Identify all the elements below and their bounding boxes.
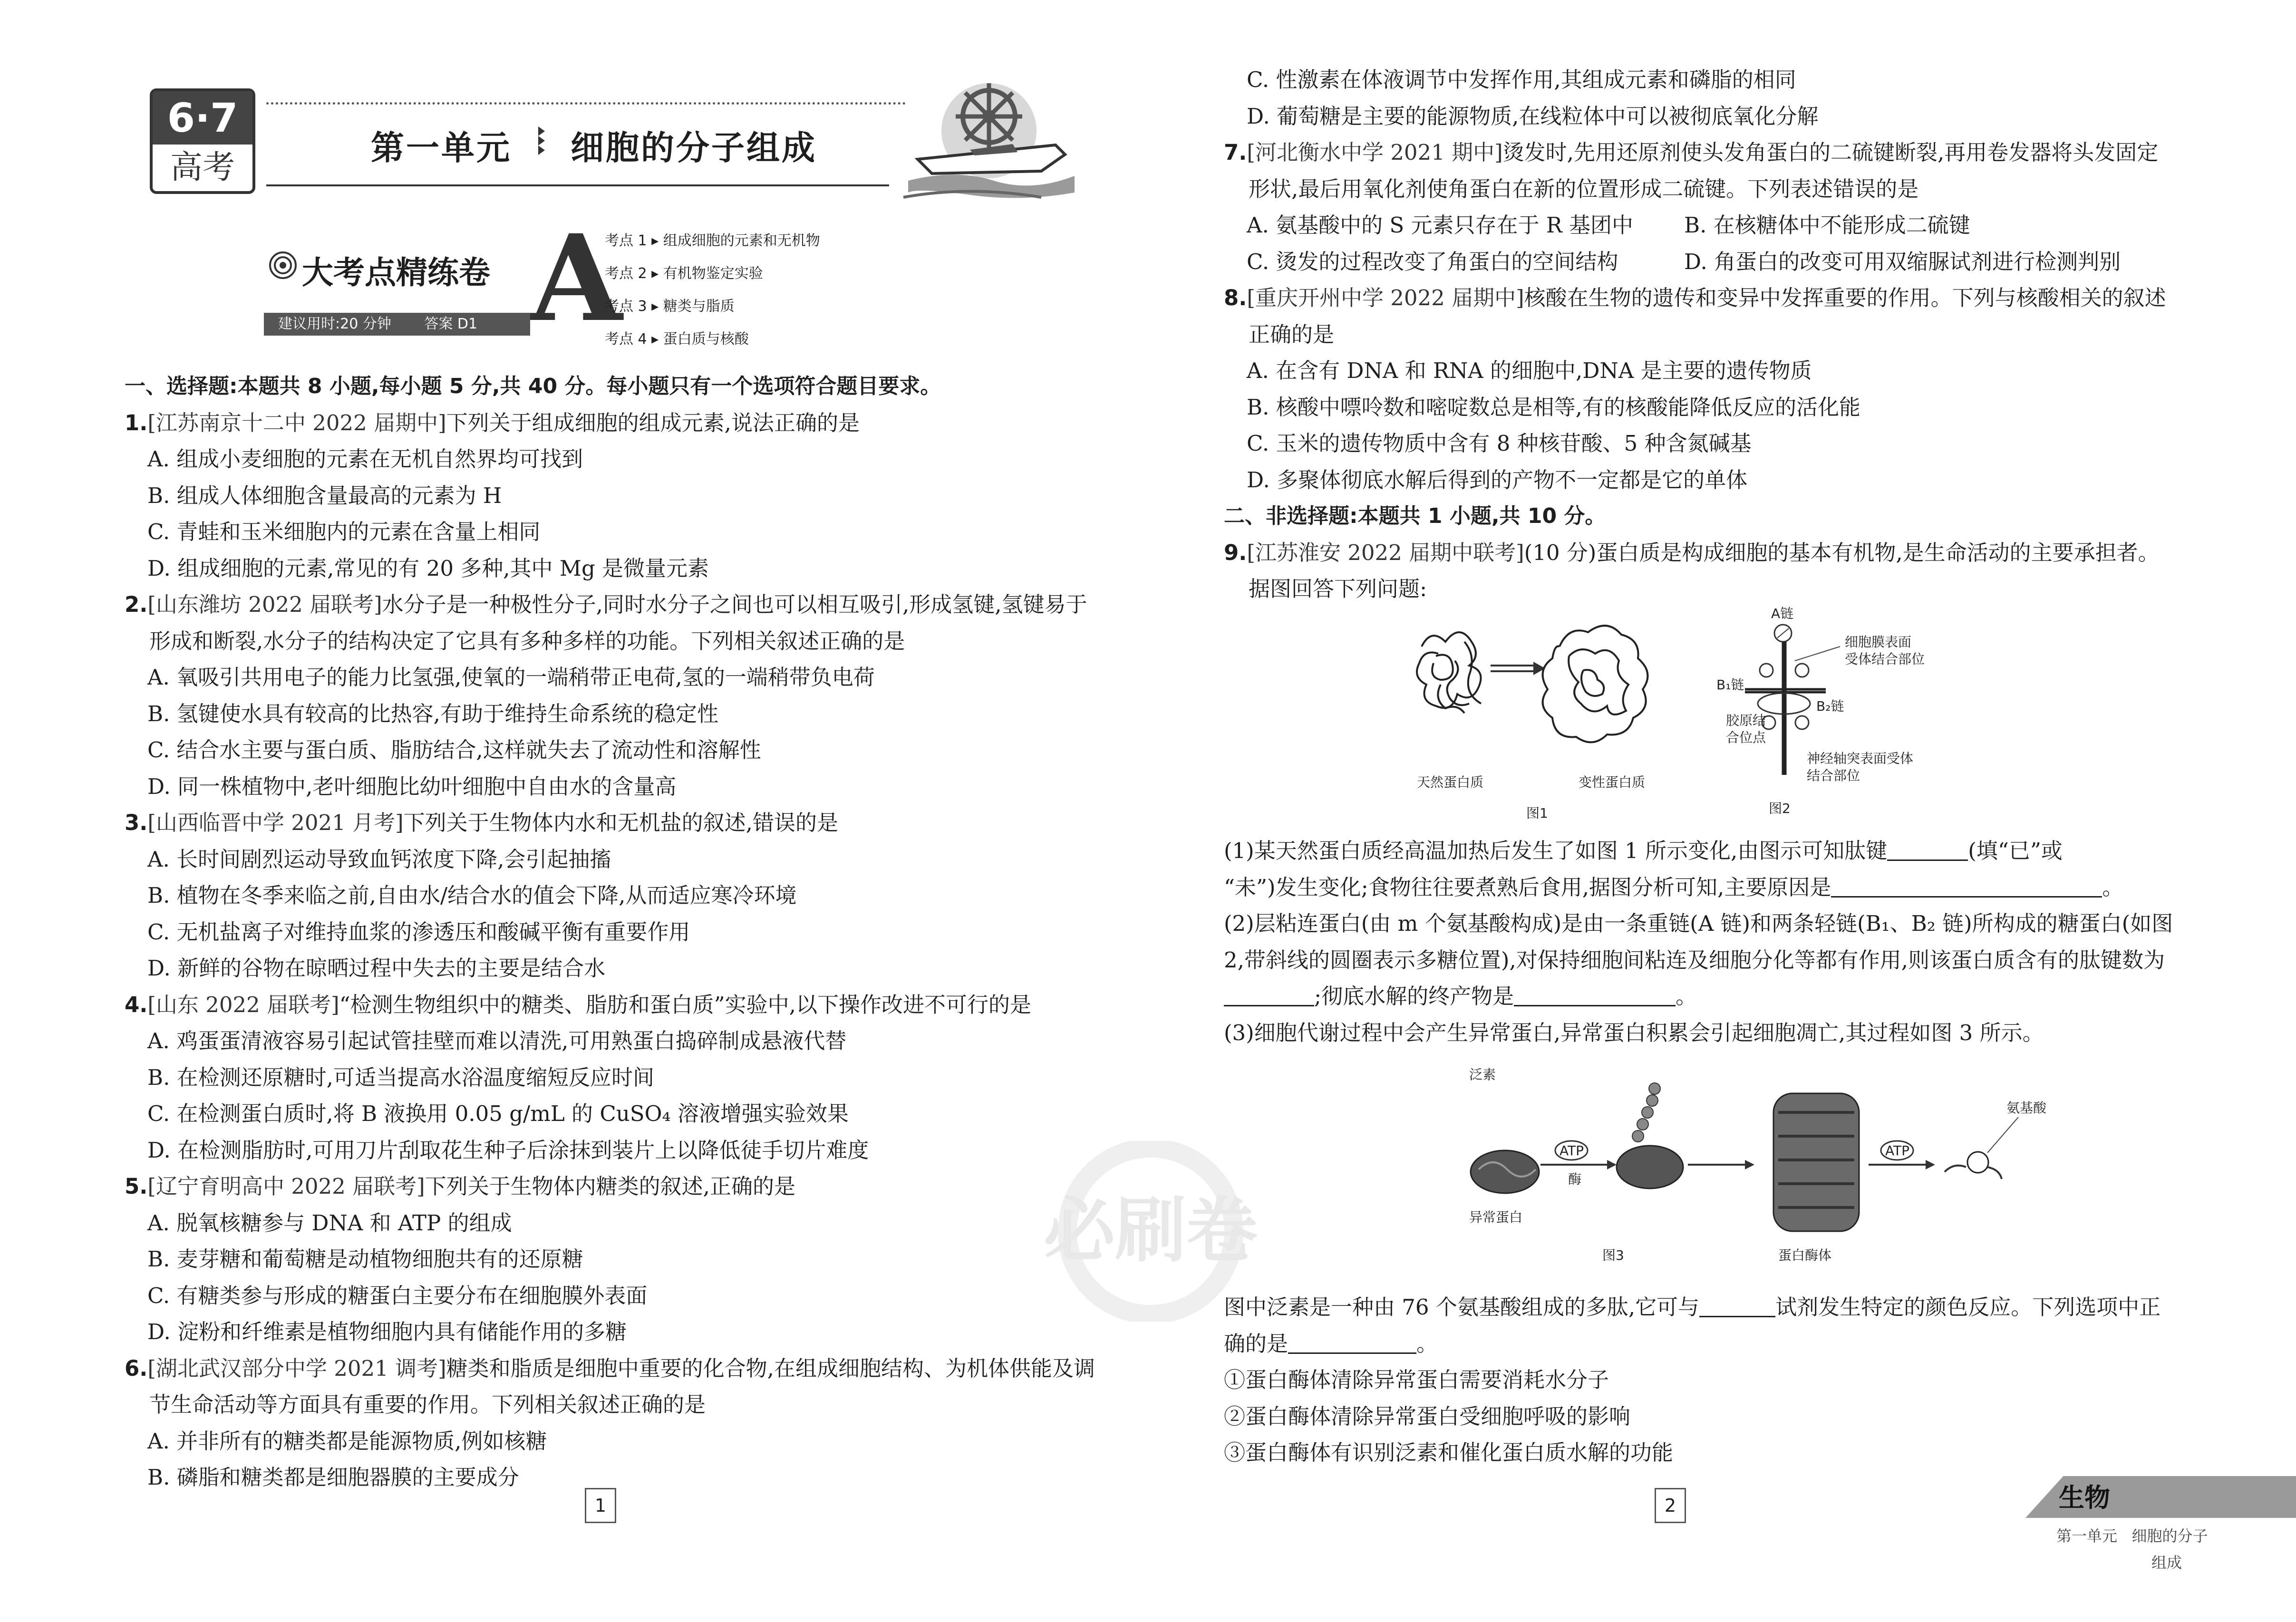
q9-item: ①蛋白酶体清除异常蛋白需要消耗水分子 [1224,1367,1609,1392]
fig2-b2: B₂链 [1816,698,1844,714]
option: C. 烫发的过程改变了角蛋白的空间结构 [1247,249,1618,274]
answer-blank[interactable] [1288,1331,1416,1354]
target-icon [269,251,297,280]
watermark-text: 必刷卷 [1043,1189,1258,1272]
fig1-label-denatured: 变性蛋白质 [1579,774,1646,790]
paper-badge [264,208,622,348]
q9-text: ;彻底水解的终产物是 [1314,984,1514,1009]
subject-topic: 细胞的分子 [2131,1527,2208,1545]
q9-part-3: (3)细胞代谢过程中会产生异常蛋白,异常蛋白积累会引起细胞凋亡,其过程如图 3 所示。 [1224,1020,2044,1045]
question-stem: 水分子是一种极性分子,同时水分子之间也可以相互吸引,形成氢键,氢键易于形成和断裂,水分子的结构决定了它具有多种多样的功能。下列相关叙述正确的是 [149,592,1087,654]
subject-topic-cont: 组成 [2151,1554,2182,1572]
left-page [0,0,1141,1622]
q9-item: ③蛋白酶体有识别泛素和催化蛋白质水解的功能 [1224,1440,1674,1465]
paper-letter: A [530,208,622,348]
question-source: [辽宁育明高中 2022 届联考] [147,1174,425,1199]
chevron-separator-icon [537,125,547,158]
figure-2 [1716,604,2106,827]
q9-part-1-cont: “未”)发生变化;食物往往要煮熟后食用,据图分析可知,主要原因是 。 [1224,874,2124,900]
answer-blank[interactable] [1699,1294,1775,1317]
answer-blank[interactable] [1887,838,1968,861]
question-source: [山东潍坊 2022 届联考] [147,592,382,617]
q9-text: (填“已”或 [1968,838,2063,863]
unit-title: 第一单元 [371,128,512,167]
option: B. 核酸中嘌呤数和嘧啶数总是相等,有的核酸能降低反应的活化能 [1247,394,1860,420]
question-number: 6. [125,1355,148,1381]
option: A. 组成小麦细胞的元素在无机自然界均可找到 [147,446,583,472]
fig2-label: 神经轴突表面受体 [1807,751,1914,766]
option: B. 植物在冬季来临之前,自由水/结合水的值会下降,从而适应寒冷环境 [147,883,797,908]
section-heading: 一、选择题:本题共 8 小题,每小题 5 分,共 40 分。每小题只有一个选项符合题目要求。 [125,374,941,398]
subject-name: 生物 [2059,1483,2110,1513]
q9-part-2: (2)层粘连蛋白(由 m 个氨基酸构成)是由一条重链(A 链)和两条轻链(B₁、B₂ 链)所构成的糖蛋白(如图 2,带斜线的圆圈表示多糖位置),对保持细胞间粘连及细胞分化等都有作用,则该蛋白质含有的肽键数为;彻底水解的终产物是 。 [1224,911,2173,1009]
option: D. 新鲜的谷物在晾晒过程中失去的主要是结合水 [147,956,606,981]
question-source: [河北衡水中学 2021 期中] [1247,140,1503,165]
gaokao-logo [150,88,255,194]
fig2-a-chain: A链 [1771,606,1794,621]
q9-part-4: 图中泛素是一种由 76 个氨基酸组成的多肽,它可与 试剂发生特定的颜色反应。下列选项中正确的是 。 [1224,1294,2161,1356]
option: D. 组成细胞的元素,常见的有 20 多种,其中 Mg 是微量元素 [147,555,709,581]
fig3-abnormal: 异常蛋白 [1469,1209,1523,1225]
option: B. 在检测还原糖时,可适当提高水浴温度缩短反应时间 [147,1064,654,1090]
q9-final [1224,1289,2177,1471]
question-source: [重庆开州中学 2022 届期中] [1247,285,1524,310]
option: B. 在核糖体中不能形成二硫键 [1684,212,1970,238]
question-number: 9. [1224,540,1247,565]
question-source: [湖北武汉部分中学 2021 调考] [147,1355,446,1381]
paper-title: 大考点精练卷 [302,254,490,291]
question-number: 5. [125,1174,148,1199]
fig3-proteasome: 蛋白酶体 [1778,1247,1832,1263]
option: B. 氢键使水具有较高的比热容,有助于维持生命系统的稳定性 [147,701,718,726]
figure-3 [1450,1065,2116,1274]
question-source: [江苏淮安 2022 届期中联考] [1247,540,1524,565]
fig3-enzyme: 酶 [1568,1171,1582,1187]
q9-text: 试剂发生特定的颜色反应。下列选项中正确的是 [1224,1294,2161,1356]
header-dotted-rule [266,102,906,105]
exam-point: 考点 1 ▸ 组成细胞的元素和无机物 [605,232,820,249]
question-6 [125,1351,1102,1496]
question-5 [125,1168,1102,1351]
question-stem: 糖类和脂质是细胞中重要的化合物,在组成细胞结构、为机体供能及调节生命活动等方面具有重要的作用。下列相关叙述正确的是 [149,1355,1095,1417]
fig3-atp-1: ATP [1560,1143,1584,1159]
fig2-label: 细胞膜表面 [1845,634,1912,650]
question-1 [125,405,1102,587]
q9-text: “未”)发生变化;食物往往要煮熟后食用,据图分析可知,主要原因是 [1224,874,1831,900]
fig2-caption: 图2 [1769,801,1791,816]
fig1-caption: 图1 [1526,805,1548,821]
option: A. 氧吸引共用电子的能力比氢强,使氧的一端稍带正电荷,氢的一端稍带负电荷 [147,665,875,690]
fig2-label: 受体结合部位 [1845,651,1925,667]
question-7 [1224,135,2177,280]
fig2-label: 胶原结 [1726,713,1766,728]
q9-text: 图中泛素是一种由 76 个氨基酸组成的多肽,它可与 [1224,1294,1700,1320]
left-content [125,368,1102,1496]
fig2-label: 结合部位 [1807,768,1860,783]
time-bar [264,313,530,336]
fig3-ubiquitin: 泛素 [1469,1067,1496,1082]
answer-blank[interactable] [1514,984,1676,1006]
option: D. 淀粉和纤维素是植物细胞内具有储能作用的多糖 [147,1319,627,1344]
answer-ref: 答案 D1 [424,316,478,332]
question-stem: 下列关于组成细胞的组成元素,说法正确的是 [446,410,860,435]
fig2-label: 合位点 [1726,730,1766,745]
answer-blank[interactable] [1224,984,1314,1006]
question-number: 2. [125,592,148,617]
option: D. 葡萄糖是主要的能源物质,在线粒体中可以被彻底氧化分解 [1247,103,1819,129]
unit-name: 细胞的分子组成 [571,128,817,167]
question-stem: 核酸在生物的遗传和变异中发挥重要的作用。下列与核酸相关的叙述正确的是 [1249,285,2166,347]
figure-1 [1407,613,1702,822]
exam-point: 考点 4 ▸ 蛋白质与核酸 [605,331,749,348]
option: D. 多聚体彻底水解后得到的产物不一定都是它的单体 [1247,467,1748,492]
section-heading: 二、非选择题:本题共 1 小题,共 10 分。 [1224,504,1606,528]
suggested-time: 建议用时:20 分钟 [278,316,391,332]
question-stem: 下列关于生物体内水和无机盐的叙述,错误的是 [403,810,838,835]
fig1-label-native: 天然蛋白质 [1417,774,1484,790]
option: A. 鸡蛋蛋清液容易引起试管挂壁而难以清洗,可用熟蛋白捣碎制成悬液代替 [147,1028,847,1053]
answer-blank[interactable] [1831,875,2102,898]
subject-unit-line [2056,1521,2275,1551]
option: C. 结合水主要与蛋白质、脂肪结合,这样就失去了流动性和溶解性 [147,737,761,763]
question-source: [山东 2022 届联考] [147,992,339,1017]
exam-point: 考点 2 ▸ 有机物鉴定实验 [605,265,763,282]
option: A. 并非所有的糖类都是能源物质,例如核糖 [147,1428,547,1454]
question-3 [125,805,1102,987]
page-number: 2 [1655,1488,1686,1523]
fig3-caption: 图3 [1602,1247,1624,1263]
fig2-b1: B₁链 [1716,677,1744,693]
q9-item: ②蛋白酶体清除异常蛋白受细胞呼吸的影响 [1224,1403,1631,1429]
logo-label: 高考 [170,149,235,186]
subject-unit: 第一单元 [2056,1527,2118,1545]
q9-parts [1224,833,2177,1051]
question-2 [125,587,1102,805]
option: A. 氨基酸中的 S 元素只存在于 R 基团中 [1247,212,1634,238]
question-number: 7. [1224,140,1247,165]
question-source: [江苏南京十二中 2022 届期中] [147,410,446,435]
question-source: [山西临晋中学 2021 月考] [147,810,404,835]
option: B. 磷脂和糖类都是细胞器膜的主要成分 [147,1465,519,1490]
header-rule [266,184,889,186]
fig3-atp-2: ATP [1885,1143,1909,1159]
speedboat-illustration [899,78,1079,204]
right-content [1224,62,2177,608]
question-stem: 烫发时,先用还原剂使头发角蛋白的二硫键断裂,再用卷发器将头发固定形状,最后用氧化剂使角蛋白在新的位置形成二硫键。下列表述错误的是 [1249,140,2159,202]
option: C. 有糖类参与形成的糖蛋白主要分布在细胞膜外表面 [147,1283,648,1308]
question-number: 1. [125,410,148,435]
option: B. 麦芽糖和葡萄糖是动植物细胞共有的还原糖 [147,1246,583,1272]
option: A. 在含有 DNA 和 RNA 的细胞中,DNA 是主要的遗传物质 [1247,358,1812,383]
option: A. 长时间剧烈运动导致血钙浓度下降,会引起抽搐 [147,846,611,872]
question-9 [1224,535,2177,608]
exam-point: 考点 3 ▸ 糖类与脂质 [605,298,735,315]
question-stem: “检测生物组织中的糖类、脂肪和蛋白质”实验中,以下操作改进不可行的是 [339,992,1031,1017]
question-4 [125,987,1102,1169]
option: C. 青蛙和玉米细胞内的元素在含量上相同 [147,519,541,544]
option: C. 玉米的遗传物质中含有 8 种核苷酸、5 种含氮碱基 [1247,431,1752,456]
question-stem: 下列关于生物体内糖类的叙述,正确的是 [425,1174,795,1199]
option: A. 脱氧核糖参与 DNA 和 ATP 的组成 [147,1210,512,1236]
q9-part-1 [1224,833,2177,869]
question-number: 4. [125,992,148,1017]
page-number: 1 [585,1488,616,1523]
exam-points [605,224,820,356]
question-number: 3. [125,810,148,835]
option: D. 在检测脂肪时,可用刀片刮取花生种子后涂抹到装片上以降低徒手切片难度 [147,1137,869,1163]
question-8 [1224,280,2177,498]
option: C. 在检测蛋白质时,将 B 液换用 0.05 g/mL 的 CuSO₄ 溶液增强实验效果 [147,1101,849,1126]
logo-number: 6·7 [153,91,252,145]
option: D. 同一株植物中,老叶细胞比幼叶细胞中自由水的含量高 [147,773,677,799]
question-number: 8. [1224,285,1247,310]
option: C. 性激素在体液调节中发挥作用,其组成元素和磷脂的相同 [1247,67,1796,92]
option: D. 角蛋白的改变可用双缩脲试剂进行检测判别 [1684,249,2121,274]
option: C. 无机盐离子对维持血浆的渗透压和酸碱平衡有重要作用 [147,919,690,945]
question-stem: (10 分)蛋白质是构成细胞的基本有机物,是生命活动的主要承担者。据图回答下列问题: [1249,540,2160,601]
q9-text: (1)某天然蛋白质经高温加热后发生了如图 1 所示变化,由图示可知肽键 [1224,838,1888,863]
fig3-amino: 氨基酸 [2006,1100,2047,1116]
q9-text: (2)层粘连蛋白(由 m 个氨基酸构成)是由一条重链(A 链)和两条轻链(B₁、B₂ 链)所构成的糖蛋白(如图 2,带斜线的圆圈表示多糖位置),对保持细胞间粘连及细胞分化等都有作用,则该蛋白质含有的肽键数为 [1224,911,2173,973]
option: B. 组成人体细胞含量最高的元素为 H [147,483,502,508]
